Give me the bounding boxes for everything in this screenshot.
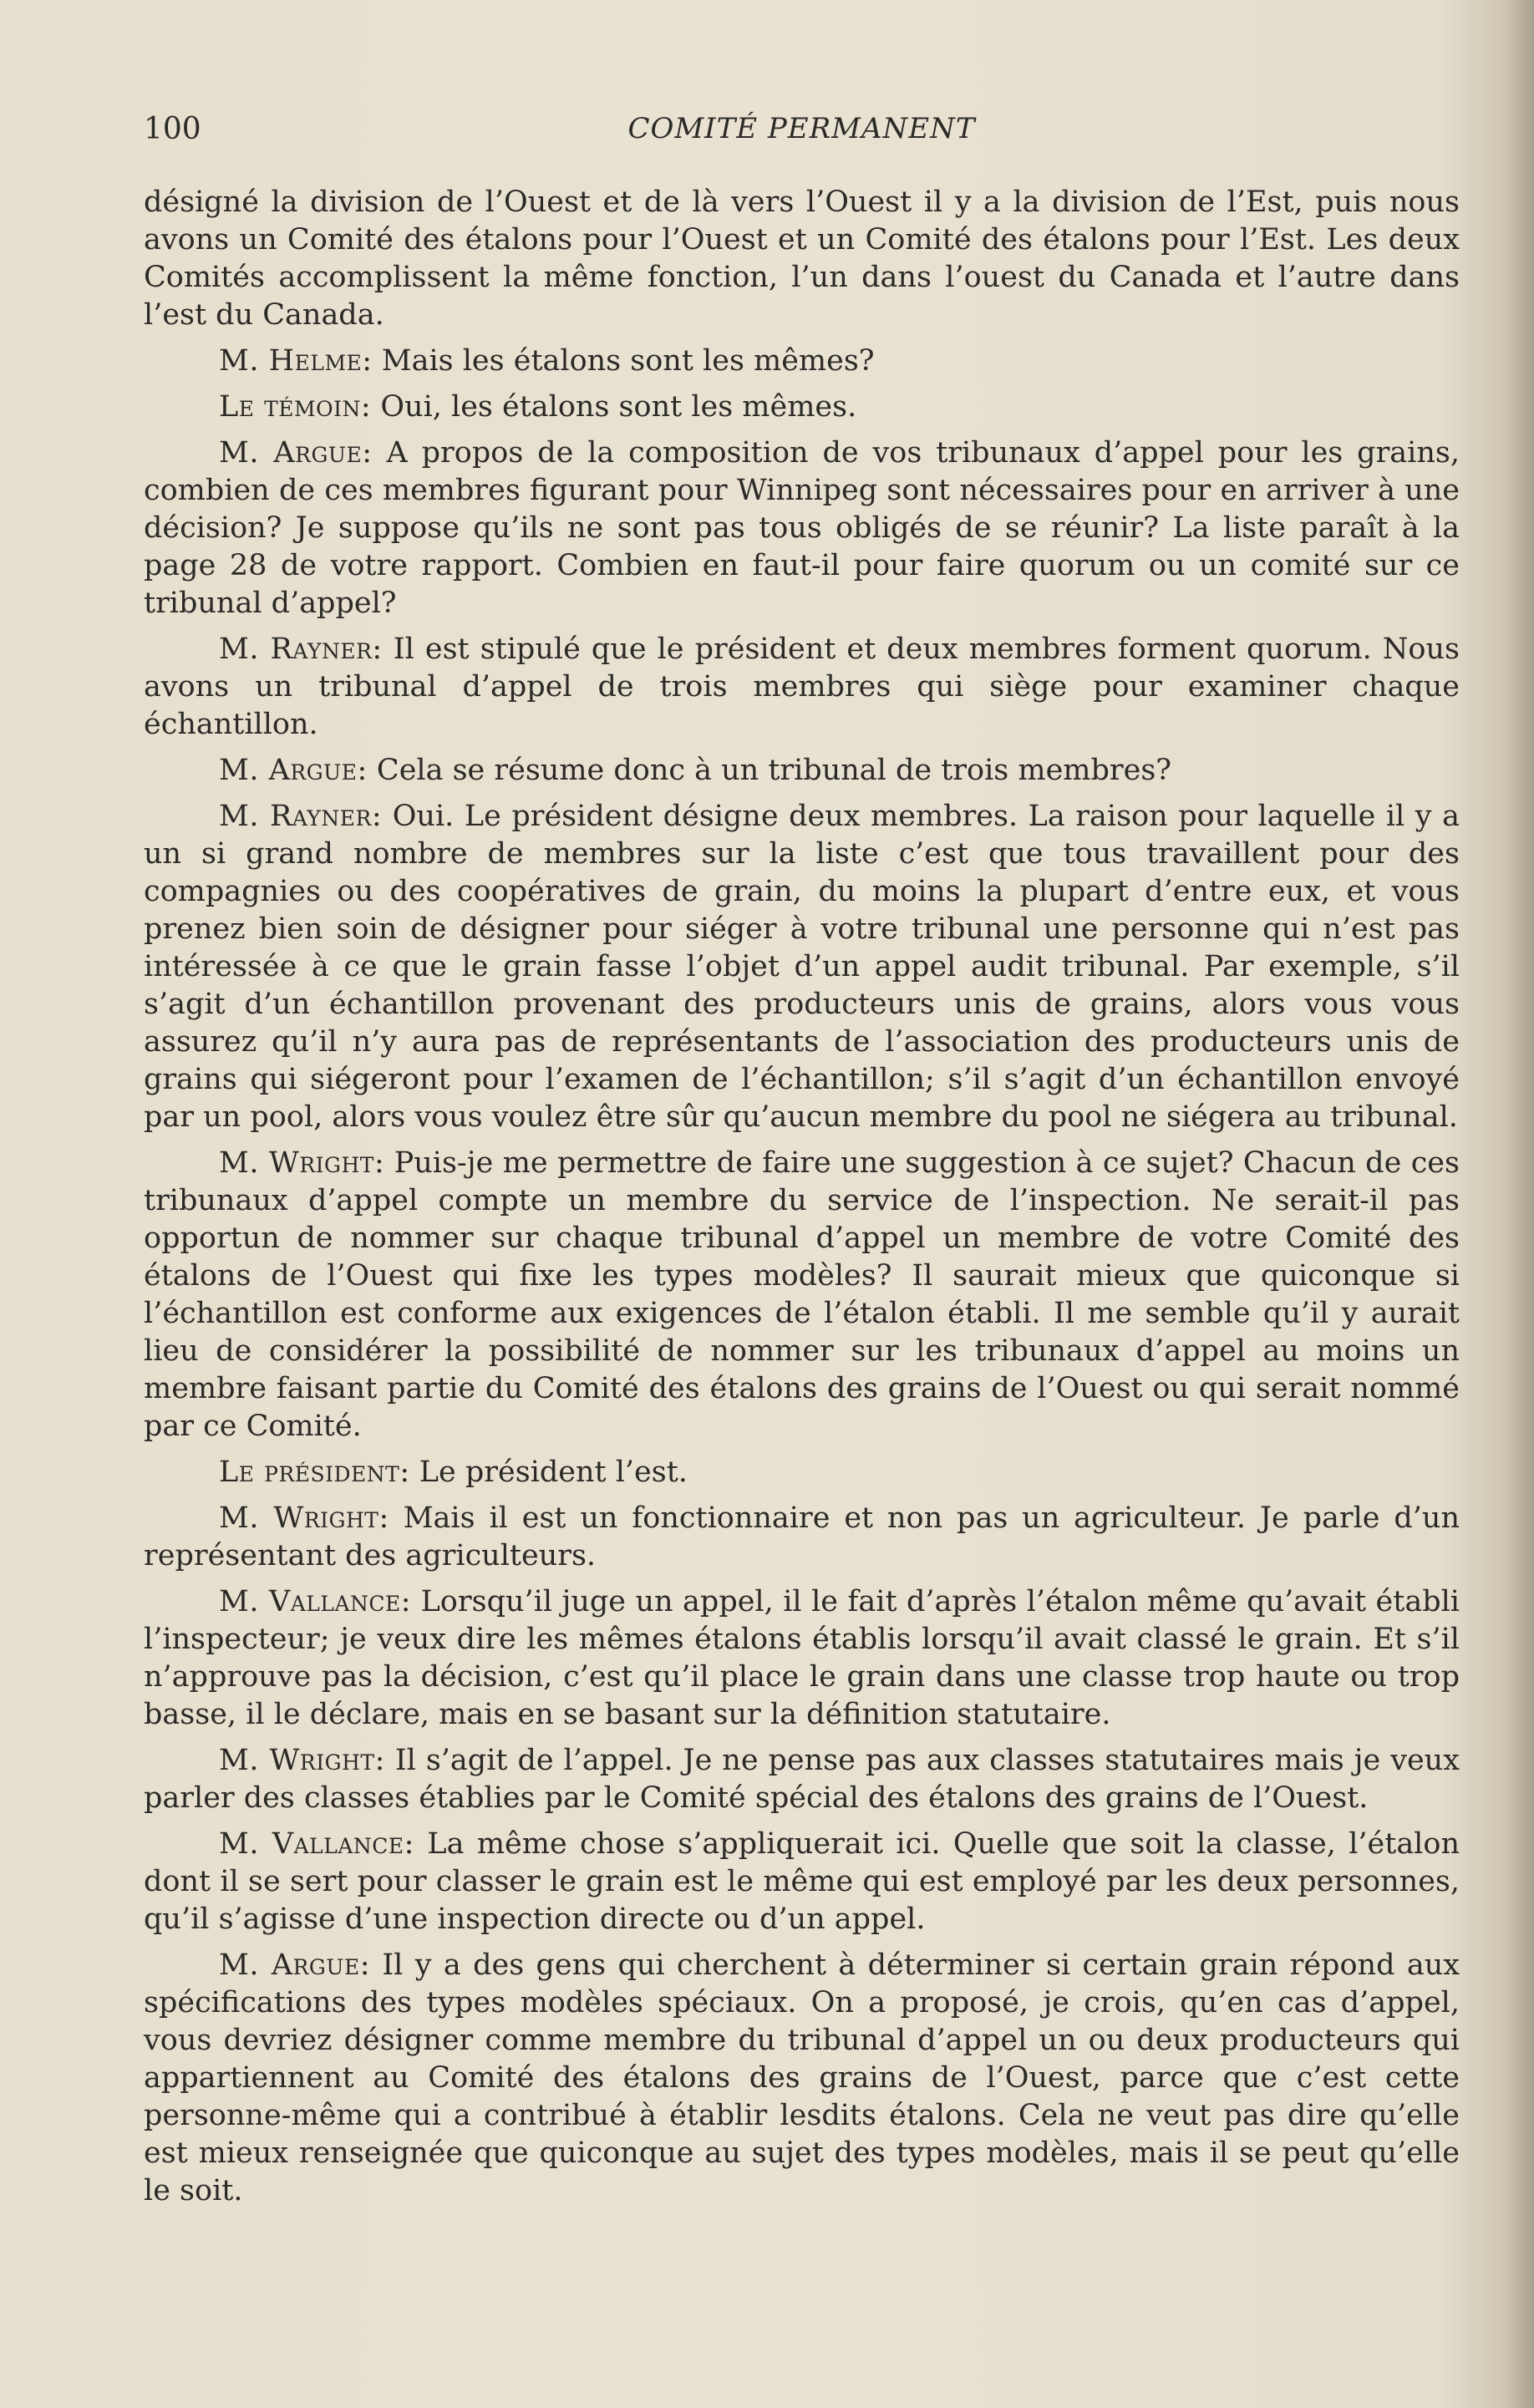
paragraph-text: Mais il est un fonctionnaire et non pas un agriculteur. Je parle d’un représentant des agriculteurs. (144, 1501, 1460, 1572)
paragraph-text: A propos de la composition de vos tribunaux d’appel pour les grains, combien de ces membres figurant pour Winnipeg sont nécessaires pour en arriver à une décision? Je suppose qu’ils ne sont pas tous obligés de se réunir? La liste paraît à la page 28 de votre rapport. Combien en faut-il pour faire quorum ou un comité sur ce tribunal d’appel? (144, 436, 1460, 620)
body-text (144, 184, 1460, 2218)
running-head: COMITÉ PERMANENT (627, 112, 976, 145)
speaker-name: M. Wright: (219, 1501, 389, 1535)
speaker-name: M. Rayner: (219, 632, 383, 666)
page-header (144, 107, 1460, 157)
paragraph (144, 798, 1460, 1136)
page-number: 100 (144, 112, 201, 146)
speaker-name: Le président: (219, 1455, 410, 1489)
paragraph-text: Il s’agit de l’appel. Je ne pense pas aux classes statutaires mais je veux parler des classes établies par le Comité spécial des étalons des grains de l’Ouest. (144, 1744, 1460, 1815)
paragraph-text: Cela se résume donc à un tribunal de trois membres? (376, 754, 1172, 787)
speaker-name: M. Argue: (219, 754, 368, 787)
speaker-name: M. Helme: (219, 344, 373, 378)
speaker-name: M. Wright: (219, 1146, 385, 1180)
speaker-name: M. Argue: (219, 436, 373, 470)
paragraph (144, 1500, 1460, 1575)
speaker-name: Le témoin: (219, 390, 372, 424)
paragraph (144, 631, 1460, 744)
paragraph-text: Oui. Le président désigne deux membres. La raison pour laquelle il y a un si grand nombre de membres sur la liste c’est que tous travaillent pour des compagnies ou des coopératives de grain, du moins la plupart d’entre eux, et vous prenez bien soin de désigner pour siéger à votre tribunal une personne qui n’est pas intéressée à ce que le grain fasse l’objet d’un appel audit tribunal. Par exemple, s’il s’agit d’un échantillon provenant des producteurs unis de grains, alors vous vous assurez qu’il n’y aura pas de représentants de l’association des producteurs unis de grains qui siégeront pour l’examen de l’échantillon; s’il s’agit d’un échantillon envoyé par un pool, alors vous voulez être sûr qu’aucun membre du pool ne siégera au tribunal. (144, 800, 1460, 1134)
paragraph-text: Le président l’est. (419, 1455, 688, 1489)
paragraph-text: désigné la division de l’Ouest et de là vers l’Ouest il y a la division de l’Est, puis nous avons un Comité des étalons pour l’Ouest et un Comité des étalons pour l’Est. Les deux Comités accomplissent la même fonction, l’un dans l’ouest du Canada et l’autre dans l’est du Canada. (144, 185, 1460, 332)
paragraph-text: Puis-je me permettre de faire une suggestion à ce sujet? Chacun de ces tribunaux d’appel compte un membre du service de l’inspection. Ne serait-il pas opportun de nommer sur chaque tribunal d’appel un membre de votre Comité des étalons de l’Ouest qui fixe les types modèles? Il saurait mieux que quiconque si l’échantillon est conforme aux exigences de l’étalon établi. Il me semble qu’il y aurait lieu de considérer la possibilité de nommer sur les tribunaux d’appel au moins un membre faisant partie du Comité des étalons des grains de l’Ouest ou qui serait nommé par ce Comité. (144, 1146, 1460, 1443)
paragraph-text: La même chose s’appliquerait ici. Quelle que soit la classe, l’étalon dont il se sert pour classer le grain est le même qui est employé par les deux personnes, qu’il s’agisse d’une inspection directe ou d’un appel. (144, 1827, 1460, 1936)
paragraph-text: Oui, les étalons sont les mêmes. (380, 390, 857, 424)
paragraph (144, 1947, 1460, 2210)
paragraph (144, 1826, 1460, 1938)
speaker-name: M. Rayner: (219, 800, 383, 833)
paragraph-text: Il y a des gens qui cherchent à déterminer si certain grain répond aux spécifications des types modèles spéciaux. On a proposé, je crois, qu’en cas d’appel, vous devriez désigner comme membre du tribunal d’appel un ou deux producteurs qui appartiennent au Comité des étalons des grains de l’Ouest, parce que c’est cette personne-même qui a contribué à établir lesdits étalons. Cela ne veut pas dire qu’elle est mieux renseignée que quiconque au sujet des types modèles, mais il se peut qu’elle le soit. (144, 1948, 1460, 2207)
paragraph (144, 752, 1460, 790)
paragraph (144, 434, 1460, 622)
paragraph-text: Lorsqu’il juge un appel, il le fait d’après l’étalon même qu’avait établi l’inspecteur; je veux dire les mêmes étalons établis lorsqu’il avait classé le grain. Et s’il n’approuve pas la décision, c’est qu’il place le grain dans une classe trop haute ou trop basse, il le déclare, mais en se basant sur la définition statutaire. (144, 1585, 1460, 1731)
paragraph-text: Mais les étalons sont les mêmes? (381, 344, 875, 378)
paragraph (144, 389, 1460, 426)
paragraph (144, 1454, 1460, 1491)
paragraph (144, 1583, 1460, 1734)
speaker-name: M. Vallance: (219, 1827, 414, 1861)
paragraph-text: Il est stipulé que le président et deux membres forment quorum. Nous avons un tribunal d’appel de trois membres qui siège pour examiner chaque échantillon. (144, 632, 1460, 741)
paragraph (144, 184, 1460, 334)
paragraph (144, 343, 1460, 380)
speaker-name: M. Wright: (219, 1744, 385, 1777)
speaker-name: M. Vallance: (219, 1585, 412, 1618)
speaker-name: M. Argue: (219, 1948, 370, 1982)
paragraph (144, 1742, 1460, 1817)
paragraph (144, 1145, 1460, 1445)
